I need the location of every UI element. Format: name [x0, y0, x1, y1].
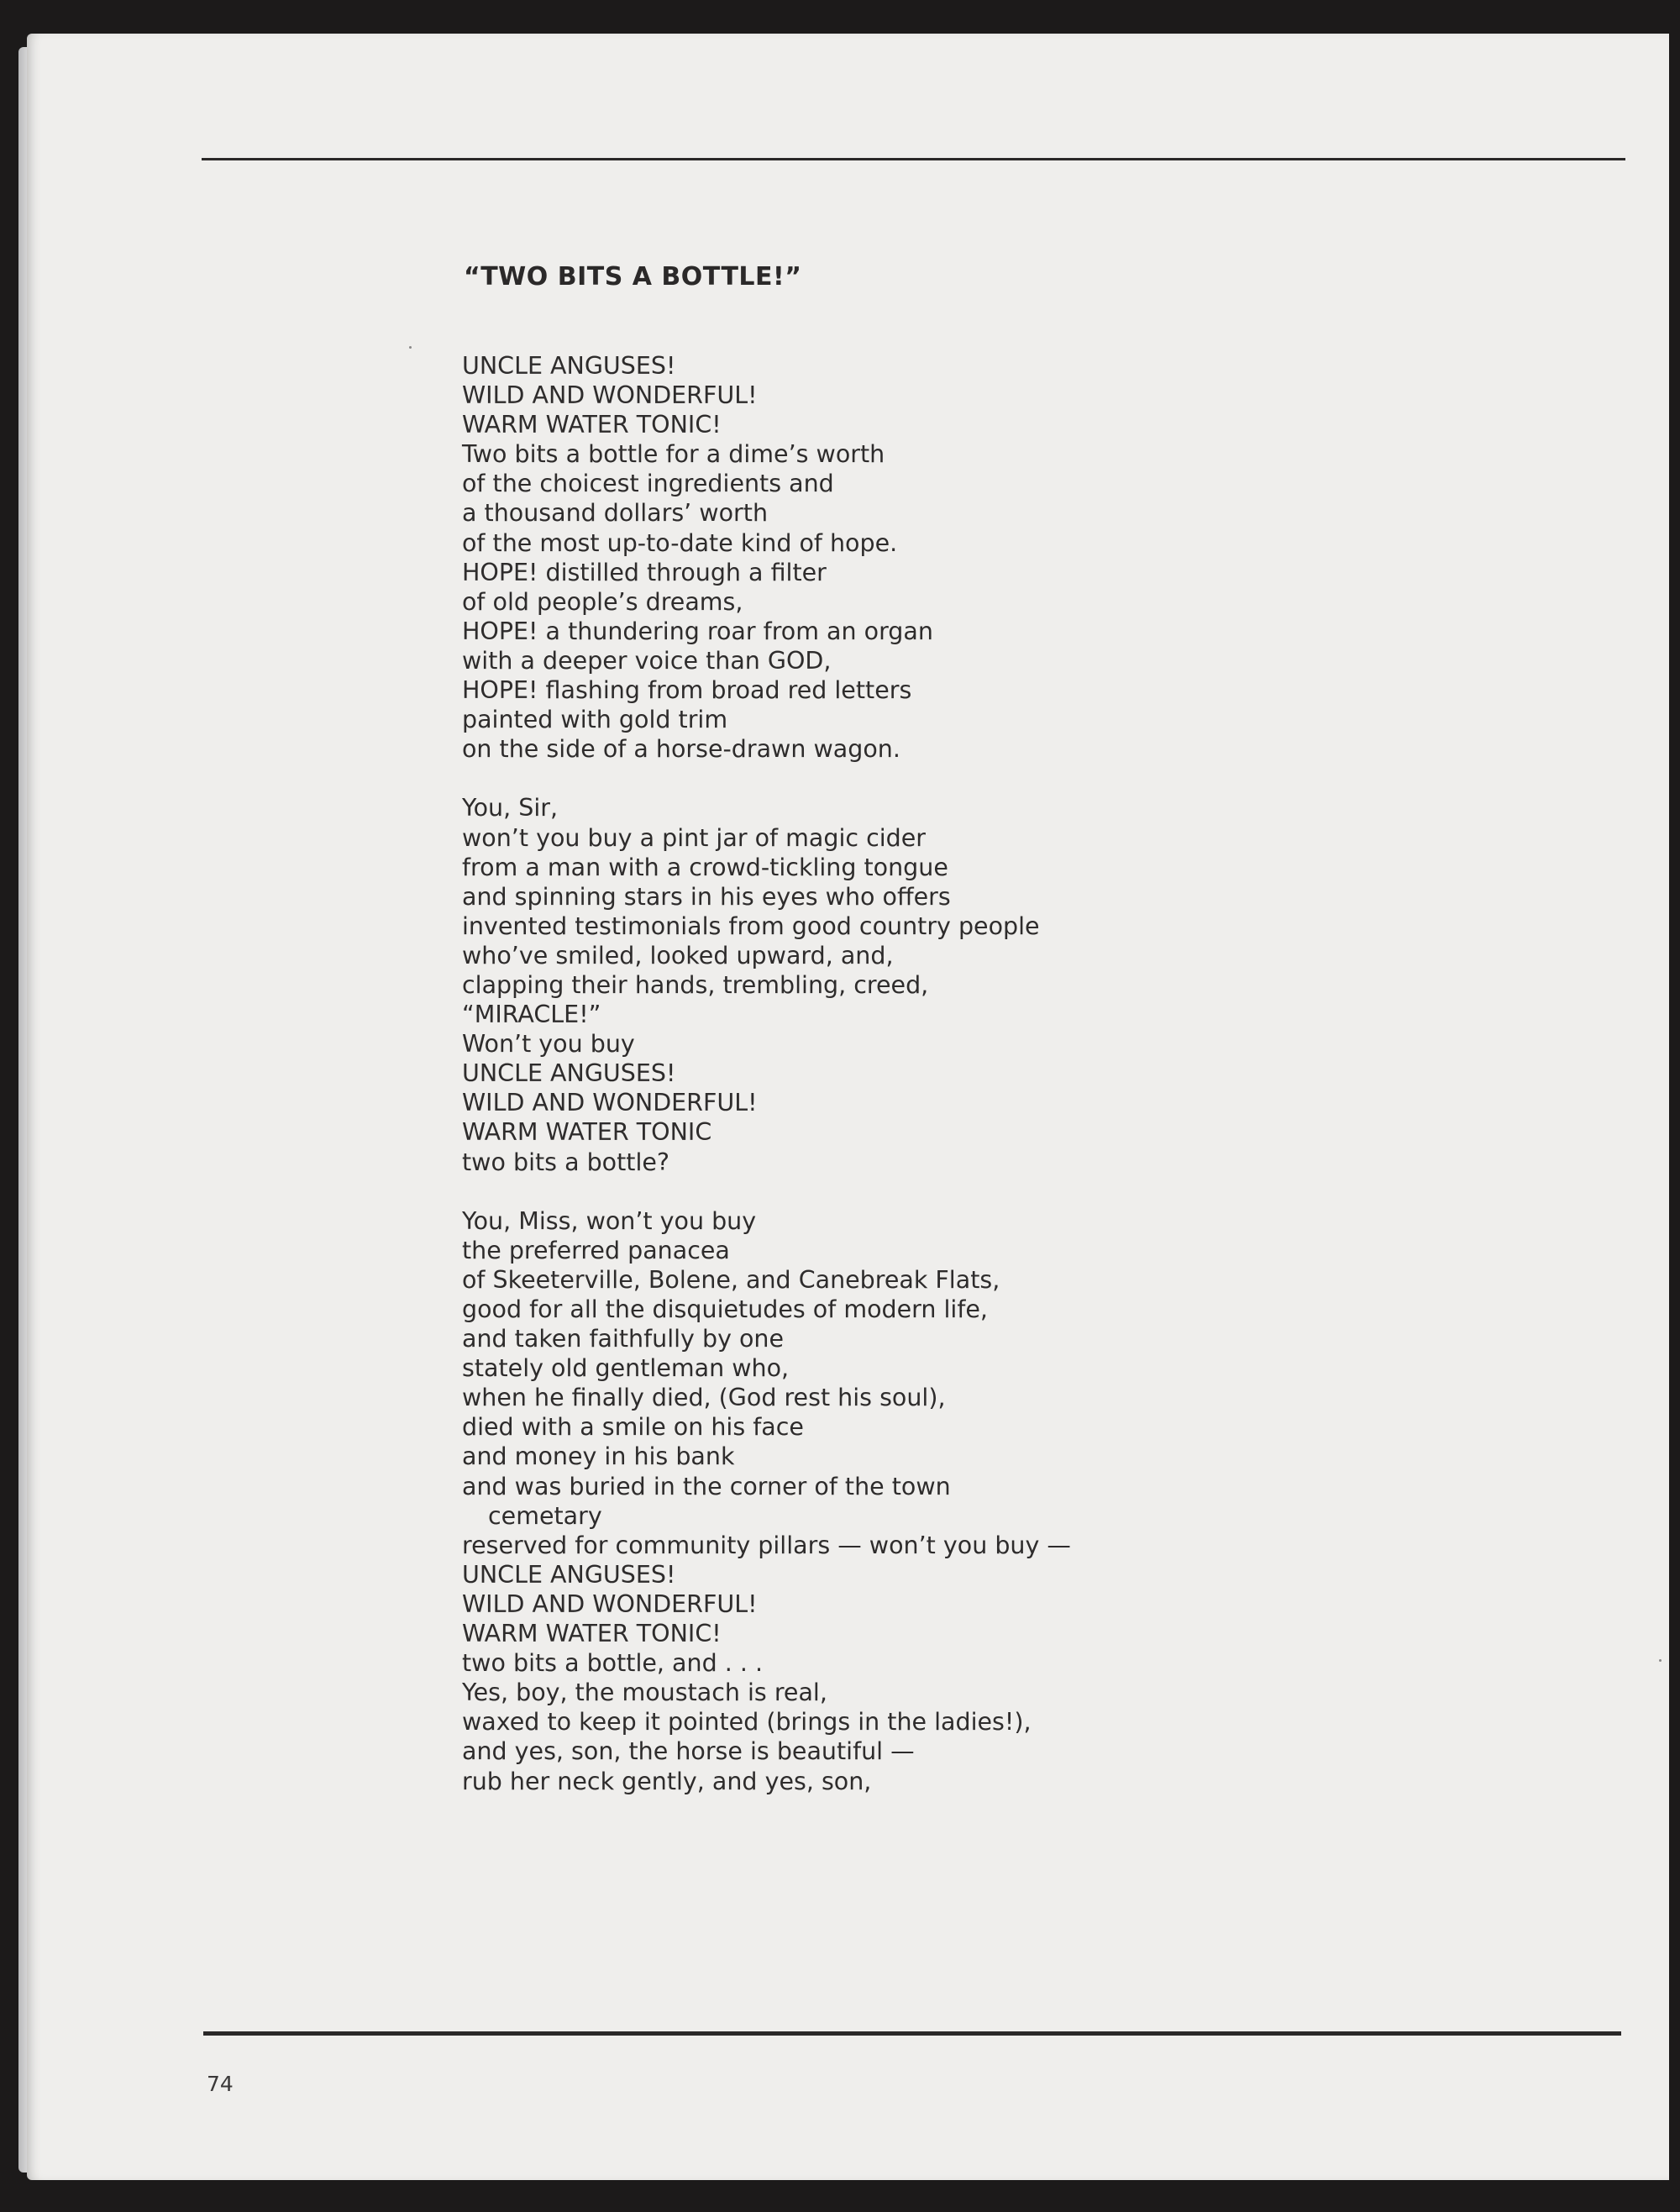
poem-line: Won’t you buy: [462, 1030, 635, 1059]
stanza-break: [462, 1177, 1554, 1206]
poem-line: of Skeeterville, Bolene, and Canebreak Flats,: [462, 1265, 1000, 1294]
poem-line: clapping their hands, trembling, creed,: [462, 970, 929, 999]
poem-line: UNCLE ANGUSES!: [462, 1059, 676, 1088]
poem-line: of the choicest ingredients and: [462, 470, 834, 498]
poem-title: “TWO BITS A BOTTLE!”: [464, 262, 802, 292]
poem-line: You, Sir,: [462, 794, 559, 822]
poem-line: reserved for community pillars — won’t you buy —: [462, 1531, 1071, 1559]
poem-line: two bits a bottle?: [462, 1148, 670, 1176]
poem-line: UNCLE ANGUSES!: [462, 352, 676, 380]
poem-line: when he finally died, (God rest his soul),: [462, 1384, 946, 1412]
poem-line: rub her neck gently, and yes, son,: [462, 1767, 872, 1795]
poem-line: HOPE! flashing from broad red letters: [462, 676, 912, 705]
poem-line: won’t you buy a pint jar of magic cider: [462, 823, 927, 852]
bottom-rule: [203, 2031, 1621, 2036]
poem-line: stately old gentleman who,: [462, 1354, 790, 1383]
poem-line: good for all the disquietudes of modern life,: [462, 1295, 988, 1323]
paper-speck: [409, 346, 412, 349]
poem-line: and money in his bank: [462, 1442, 735, 1471]
poem-line: and yes, son, the horse is beautiful —: [462, 1737, 915, 1766]
poem-line: WARM WATER TONIC: [462, 1118, 712, 1147]
poem-line-continuation: cemetary: [488, 1501, 602, 1530]
top-rule: [202, 158, 1625, 160]
poem-line: invented testimonials from good country people: [462, 912, 1040, 940]
poem-line: with a deeper voice than GOD,: [462, 646, 832, 675]
poem-line: the preferred panacea: [462, 1236, 730, 1264]
poem-line: WILD AND WONDERFUL!: [462, 1089, 758, 1117]
poem-line: and was buried in the corner of the town: [462, 1472, 951, 1500]
poem-line: on the side of a horse-drawn wagon.: [462, 735, 900, 764]
poem-line: HOPE! a thundering roar from an organ: [462, 617, 933, 645]
poem-line: from a man with a crowd-tickling tongue: [462, 853, 948, 881]
poem-line: You, Miss, won’t you buy: [462, 1206, 757, 1235]
paper-speck: [1659, 1659, 1662, 1662]
poem-line: waxed to keep it pointed (brings in the ladies!),: [462, 1708, 1032, 1736]
poem-body: [462, 351, 1554, 1796]
poem-line: died with a smile on his face: [462, 1413, 804, 1442]
poem-line: two bits a bottle, and . . .: [462, 1649, 764, 1678]
poem-line: Yes, boy, the moustach is real,: [462, 1679, 827, 1707]
poem-line: WILD AND WONDERFUL!: [462, 381, 758, 410]
poem-line: UNCLE ANGUSES!: [462, 1560, 676, 1589]
stanza-break: [462, 764, 1554, 793]
poem-line: of the most up-to-date kind of hope.: [462, 528, 898, 557]
poem-line: HOPE! distilled through a filter: [462, 558, 827, 586]
poem-line: and spinning stars in his eyes who offers: [462, 882, 951, 911]
poem-line: Two bits a bottle for a dime’s worth: [462, 440, 885, 469]
poem-line: a thousand dollars’ worth: [462, 499, 769, 528]
poem-line: who’ve smiled, looked upward, and,: [462, 941, 894, 969]
poem-line: and taken faithfully by one: [462, 1325, 785, 1353]
poem-line: “MIRACLE!”: [462, 1001, 601, 1029]
poem-line: WILD AND WONDERFUL!: [462, 1589, 758, 1618]
page-number: 74: [207, 2072, 234, 2096]
poem-line: painted with gold trim: [462, 706, 728, 734]
poem-line: WARM WATER TONIC!: [462, 411, 722, 439]
poem-line: of old people’s dreams,: [462, 587, 743, 616]
poem-line: WARM WATER TONIC!: [462, 1620, 722, 1648]
